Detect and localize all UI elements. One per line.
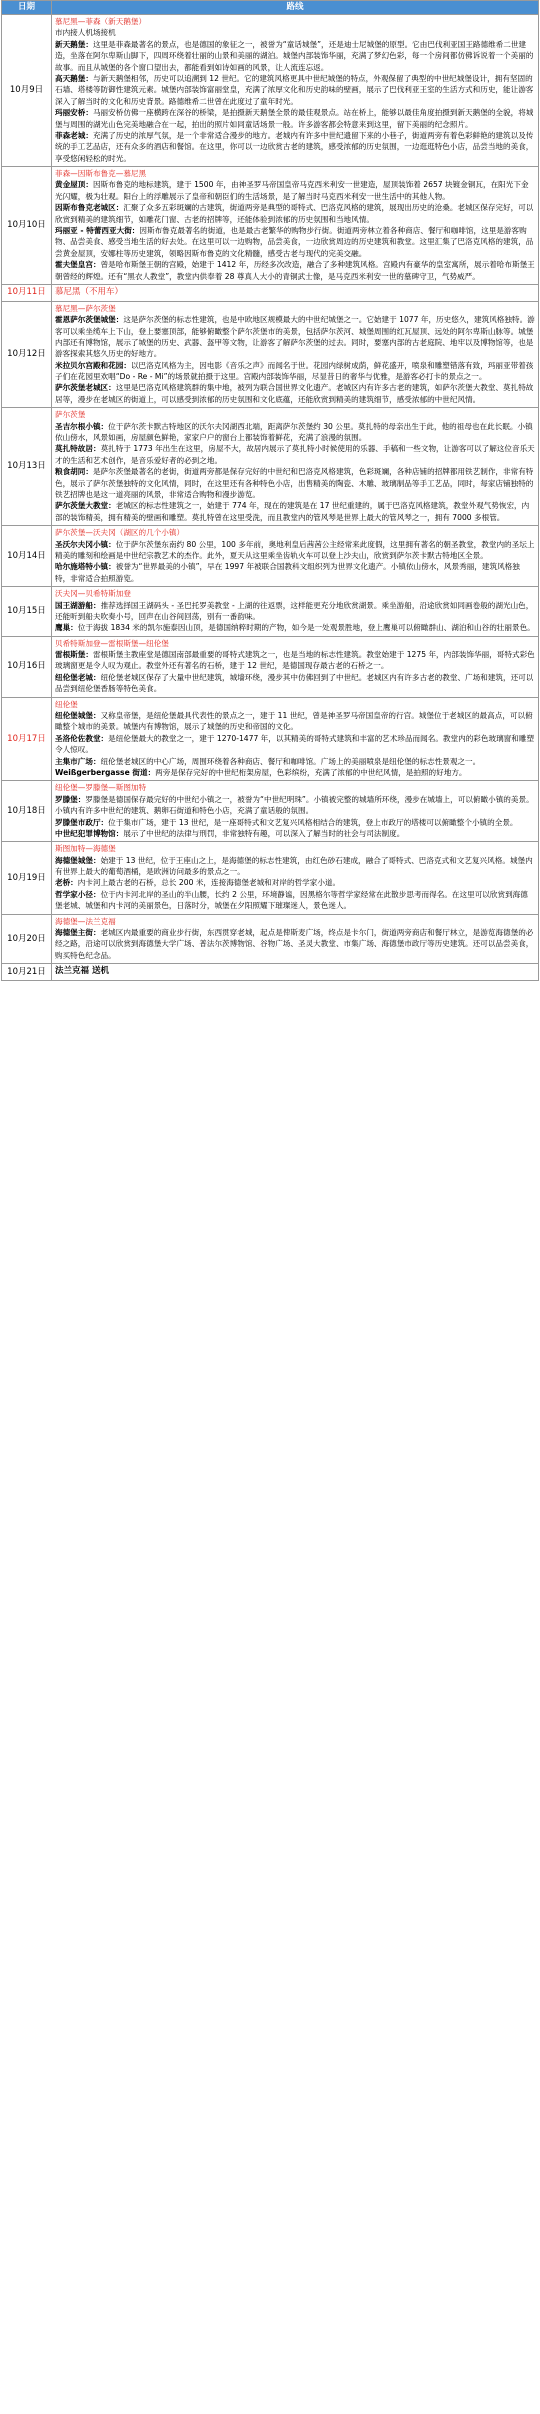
- attraction-paragraph: [55, 179, 535, 202]
- day-route-title: 海德堡—法兰克福: [55, 916, 116, 926]
- attraction-name: 高天鹅堡：: [55, 73, 93, 83]
- attraction-description: 这里是巴洛克风格建筑群的集中地，被列为联合国世界文化遗产。老城区内有许多古老的建筑，如萨尔茨堡大教堂、莫扎特故居等，漫步在老城区的街道上，可以感受到浓郁的历史氛围和文化底蕴，还能欣赏到精美的建筑细节，感受浓郁的中世纪风情。: [55, 383, 534, 404]
- day-date: 10月11日: [2, 284, 52, 301]
- attraction-description: 又称皇帝堡，是纽伦堡最具代表性的景点之一，建于 11 世纪，曾是神圣罗马帝国皇帝的行宫。城堡位于老城区的最高点，可以俯瞰整个城市的美景。城堡内有博物馆，展示了城堡的历史和帝国的文化。: [55, 711, 533, 732]
- attraction-name: 老桥：: [55, 878, 78, 888]
- day-route-title: 萨尔茨堡—沃夫冈（湖区的几个小镇）: [55, 528, 185, 538]
- attraction-name: 纽伦堡城堡：: [55, 711, 101, 721]
- attraction-paragraph: [55, 756, 535, 767]
- attraction-description: 内卡河上最古老的石桥，总长 200 米，连接海德堡老城和对岸的哲学家小道。: [77, 878, 341, 888]
- attraction-name: 中世纪犯罪博物馆：: [55, 828, 124, 838]
- day-date: 10月9日: [2, 15, 52, 167]
- attraction-paragraph: [55, 794, 535, 817]
- attraction-paragraph: [55, 39, 535, 73]
- day-date: 10月19日: [2, 842, 52, 914]
- attraction-description: 展示了中世纪的法律与刑罚，非常独特有趣，可以深入了解当时的社会与司法制度。: [123, 828, 405, 838]
- itinerary-row: [2, 697, 539, 781]
- attraction-paragraph: [55, 202, 535, 225]
- itinerary-row: [2, 408, 539, 526]
- attraction-paragraph: [55, 877, 535, 888]
- attraction-name: 哈尔施塔特小镇：: [55, 562, 116, 572]
- attraction-paragraph: [55, 107, 535, 130]
- attraction-description: 与新天鹅堡相邻，历史可以追溯到 12 世纪。它的建筑风格更具中世纪城堡的特点，外观保留了典型的中世纪城堡设计，拥有坚固的石墙、塔楼等防御性建筑元素。城堡内部装饰富丽堂皇，充满了浓厚文化和历史韵味的壁画，展示了巴伐利亚王室的生活方式和历史，能让游客深入了解当时的文化和历史背景。路德维希二世曾在此度过了童年时光。: [55, 73, 534, 106]
- attraction-description: 是萨尔茨堡最著名的老街，街道两旁都是保存完好的中世纪和巴洛克风格建筑，色彩斑斓，各种店铺的招牌都用铁艺制作，非常有特色，展示了萨尔茨堡独特的文化风情，同时，在这里还有各种特色小店，出售精美的陶瓷、木雕、玻璃制品等手工艺品，同时，每家店铺独特的铁艺招牌也是这一道亮丽的风景，非常适合购物和漫步游览。: [55, 467, 534, 499]
- day-route: [52, 914, 539, 964]
- day-route: [52, 636, 539, 697]
- attraction-description: 罗滕堡是德国保存最完好的中世纪小镇之一，被誉为“中世纪明珠”。小镇被完整的城墙所环绕，漫步在城墙上，可以俯瞰小镇的美景。小镇内有许多中世纪的建筑、鹅卵石街道和特色小店，充满了童话般的氛围。: [55, 794, 534, 816]
- attraction-name: 霍夫堡皇宫：: [55, 260, 101, 270]
- attraction-paragraph: [55, 27, 535, 38]
- day-date: 10月18日: [2, 781, 52, 842]
- attraction-description: 汇聚了众多五彩斑斓的古建筑，街道两旁是典型的哥特式、巴洛克风格的建筑，展现出历史的沧桑。老城区保存完好，可以欣赏到精美的建筑细节，如雕花门窗、古老的招牌等，还能体验到浓郁的历史氛围和当地风情。: [55, 203, 534, 224]
- attraction-name: 新天鹅堡：: [55, 39, 93, 49]
- itinerary-row: [2, 781, 539, 842]
- day-route-title: 菲森—因斯布鲁克—慕尼黑: [55, 169, 147, 179]
- attraction-description: 位于内卡河北岸的圣山的半山腰，长约 2 公里，环境静谧，因黑格尔等哲学家经常在此散步思考而得名。在这里可以欣赏到海德堡老城、城堡和内卡河的美丽景色，日落时分，城堡在夕阳照耀下璀璨迷人，景色迷人。: [55, 889, 528, 911]
- attraction-name: 玛丽安桥：: [55, 108, 93, 118]
- day-date: 10月15日: [2, 587, 52, 637]
- attraction-paragraph: [55, 889, 535, 912]
- attraction-paragraph: [55, 561, 535, 584]
- itinerary-row: [2, 284, 539, 301]
- itinerary-row: [2, 167, 539, 285]
- day-route: [52, 781, 539, 842]
- attraction-name: 粮食胡同：: [55, 467, 93, 477]
- attraction-description: 是纽伦堡最大的教堂之一，建于 1270-1477 年，以其精美的哥特式建筑和丰富的艺术珍品而闻名。教堂内的彩色玻璃窗和雕塑令人惊叹。: [55, 733, 535, 755]
- table-header-row: [2, 1, 539, 15]
- attraction-paragraph: [55, 927, 535, 961]
- day-route: [52, 526, 539, 587]
- attraction-description: 位于集市广场，建于 13 世纪，是一座哥特式和文艺复兴风格相结合的建筑，登上市政厅的塔楼可以俯瞰整个小镇的全景。: [108, 817, 518, 827]
- itinerary-row: [2, 636, 539, 697]
- attraction-description: 两旁是保存完好的中世纪桁架房屋，色彩缤纷，充满了浓郁的中世纪风情，是拍照的好地方。: [155, 767, 467, 777]
- attraction-paragraph: [55, 466, 535, 500]
- itinerary-table: [1, 0, 539, 981]
- attraction-description: 以巴洛克风格为主，因电影《音乐之声》而闻名于世。花园内绿树成荫，鲜花盛开，喷泉和雕塑错落有致，玛丽亚带着孩子们在花园里欢唱“Do - Re - Mi”的场景就拍摄于这里。宫殿内部装饰华丽，尽显昔日的奢华与优雅，是游客必打卡的景点之一。: [55, 360, 534, 382]
- attraction-name: 哲学家小径：: [55, 889, 101, 899]
- itinerary-row: [2, 842, 539, 914]
- day-date: 10月16日: [2, 636, 52, 697]
- attraction-paragraph: [55, 421, 535, 444]
- itinerary-row: [2, 914, 539, 964]
- attraction-paragraph: [55, 817, 535, 828]
- day-route: [52, 842, 539, 914]
- attraction-paragraph: [55, 225, 535, 259]
- attraction-paragraph: [55, 828, 535, 839]
- day-date: 10月10日: [2, 167, 52, 285]
- attraction-name: 因斯布鲁克老城区：: [55, 203, 124, 213]
- day-route: [52, 284, 539, 301]
- attraction-paragraph: [55, 672, 535, 695]
- attraction-name: 圣吉尔根小镇：: [55, 421, 109, 431]
- attraction-name: 米拉贝尔宫殿和花园：: [55, 360, 131, 370]
- attraction-description: 老城区的标志性建筑之一，始建于 774 年，现在的建筑是在 17 世纪重建的，属于巴洛克风格建筑，教堂外观气势恢宏，内部的装饰精美，拥有精美的壁画和雕塑。莫扎特曾在这里受洗，而且教堂内的管风琴是世界上最大的管风琴之一，拥有 7000 多根管。: [55, 501, 530, 522]
- day-route-title: 纽伦堡—罗滕堡—斯图加特: [55, 783, 147, 793]
- attraction-paragraph: [55, 382, 535, 405]
- attraction-paragraph: [55, 500, 535, 523]
- attraction-paragraph: [55, 539, 535, 562]
- day-route: [52, 15, 539, 167]
- itinerary-row: [2, 587, 539, 637]
- attraction-name: 海德堡主街：: [55, 928, 101, 938]
- date-column-header: 日期: [2, 1, 52, 15]
- attraction-description: 这里是菲森最著名的景点，也是德国的象征之一，被誉为“童话城堡”，还是迪士尼城堡的原型。它由巴伐利亚国王路德维希二世建造，坐落在阿尔卑斯山脚下，四周环绕着壮丽的山景和美丽的湖泊。城堡内部装饰华丽，充满了梦幻色彩，每一个房间都仿佛诉说着一个美丽的故事。而且从城堡的各个窗口望出去，都能看到如诗如画的风景，让人流连忘返。: [55, 39, 534, 72]
- attraction-name: 黄金屋顶：: [55, 180, 93, 190]
- attraction-paragraph: [55, 733, 535, 756]
- attraction-paragraph: [55, 855, 535, 878]
- attraction-name: 国王湖游船：: [55, 600, 101, 610]
- attraction-description: 充满了历史的浓厚气氛，是一个非常适合漫步的地方。老城内有许多中世纪遗留下来的小巷子，街道两旁有着色彩鲜艳的建筑以及传统的手工艺品店，还有众多的酒店和餐馆。在这里，你可以一边欣赏古老的建筑，感受浓郁的历史氛围，一边逛逛特色小店，品尝当地的美食，享受悠闲轻松的时光。: [55, 130, 534, 163]
- attraction-description: 位于萨尔茨堡东南约 80 公里，100 多年前，奥地利皇后茜茜公主经常来此度假，这里拥有著名的朝圣教堂，教堂内的圣坛上精美的雕刻和绘画是中世纪宗教艺术的杰作。此外，夏天从这里乘坐齿轨火车可以登上沙夫山，欣赏到萨尔茨卡默古特地区全景。: [55, 539, 535, 560]
- day-route-title: 纽伦堡: [55, 699, 78, 709]
- route-column-header: 路线: [52, 1, 539, 15]
- itinerary-row: [2, 964, 539, 981]
- attraction-paragraph: [55, 443, 535, 466]
- attraction-description: 推荐选择国王湖码头 - 圣巴托罗美教堂 - 上湖的往返票，这样能更充分地欣赏湖景。乘坐游船，沿途欣赏如同画卷般的湖光山色，还能听到船夫吹奏小号，回声在山谷间回荡，别有一番韵味。: [55, 600, 534, 621]
- attraction-description: 这是萨尔茨堡的标志性建筑，也是中欧地区规模最大的中世纪城堡之一。它始建于 1077 年，历史悠久，建筑风格独特。游客可以乘坐缆车上下山，登上要塞顶部，能够俯瞰整个萨尔茨堡市的美景，包括萨尔茨河、城堡周围的红瓦屋顶、远处的阿尔卑斯山脉等。城堡内部还有博物馆，展示了城堡的历史、武器、盔甲等文物，让游客了解萨尔茨堡的过去。同时，要塞内部的古老庭院、地牢以及博物馆等，也是游客探索其悠久历史的好地方。: [55, 315, 535, 359]
- attraction-description: 因斯布鲁克的地标建筑，建于 1500 年，由神圣罗马帝国皇帝马克西米利安一世建造，屋顶装饰着 2657 块镀金铜瓦，在阳光下金光闪耀，极为壮观。阳台上的浮雕展示了皇帝和朝臣们的生活场景，是了解当时马克西米利安一世生活中的其他人物。: [55, 180, 529, 201]
- attraction-description: 市内接人机场接机: [55, 28, 116, 38]
- itinerary-body: [2, 15, 539, 981]
- attraction-name: 菲森老城：: [55, 130, 93, 140]
- attraction-description: 莫扎特于 1773 年出生在这里，房屋不大，故居内展示了莫扎特小时候使用的乐器、手稿和一些文物，让游客可以了解这位音乐天才的生活和艺术创作，是音乐爱好者的必到之地。: [55, 444, 535, 465]
- attraction-name: 玛丽亚 - 特蕾西亚大街：: [55, 226, 140, 236]
- attraction-name: 圣洛伦佐教堂：: [55, 733, 109, 743]
- attraction-name: 雷根斯堡：: [55, 650, 93, 660]
- day-route-title: 法兰克福 送机: [55, 966, 109, 977]
- attraction-description: 始建于 13 世纪，位于王座山之上，是海德堡的标志性建筑，由红色砂石建成，融合了哥特式、巴洛克式和文艺复兴风格。城堡内有世界上最大的葡萄酒桶，是欧洲访问最多的景点之一。: [55, 855, 533, 877]
- attraction-name: 纽伦堡老城：: [55, 672, 101, 682]
- day-route: [52, 167, 539, 285]
- attraction-description: 位于海拔 1834 米的凯尔施泰因山顶，是德国纳粹时期的产物，如今是一处观景胜地，登上鹰巢可以俯瞰群山、湖泊和山谷的壮丽景色。: [77, 623, 535, 633]
- day-date: 10月21日: [2, 964, 52, 981]
- day-route: [52, 964, 539, 981]
- day-route-title: 贝希特斯加登—雷根斯堡—纽伦堡: [55, 638, 169, 648]
- attraction-name: 霍恩萨尔茨堡城堡：: [55, 315, 124, 325]
- attraction-description: 位于萨尔茨卡默古特地区的沃尔夫冈湖西北端，距离萨尔茨堡约 30 公里。莫扎特的母亲出生于此，他的祖母也在此长眠。小镇依山傍水，风景如画，房屋颜色鲜艳，家家户户的窗台上都装饰着鲜花，充满了浪漫的氛围。: [55, 421, 533, 443]
- attraction-name: 莫扎特故居：: [55, 444, 101, 454]
- day-date: 10月14日: [2, 526, 52, 587]
- attraction-paragraph: [55, 259, 535, 282]
- attraction-name: 萨尔茨堡大教堂：: [55, 501, 116, 511]
- attraction-description: 马丽安桥仿佛一座横跨在深谷的桥梁，是拍摄新天鹅堡全景的最佳观景点。站在桥上，能够以最佳角度拍摄到新天鹅堡的全貌，将城堡与周围的湖光山色完美地融合在一起，拍出的照片如同童话场景一般。许多游客都会特意来到这里，留下美丽的纪念照片。: [55, 108, 534, 129]
- attraction-name: 圣沃尔夫冈小镇：: [55, 539, 116, 549]
- day-route-title: 慕尼黑—萨尔茨堡: [55, 303, 116, 313]
- attraction-name: Weißgerbergasse 街道：: [55, 767, 156, 777]
- attraction-name: 海德堡城堡：: [55, 855, 101, 865]
- attraction-paragraph: [55, 314, 535, 360]
- day-date: 10月17日: [2, 697, 52, 781]
- day-route-title: 沃夫冈—贝希特斯加登: [55, 589, 131, 599]
- attraction-paragraph: [55, 767, 535, 778]
- attraction-paragraph: [55, 130, 535, 164]
- day-route-title: 慕尼黑（不用车）: [55, 286, 124, 297]
- day-date: 10月13日: [2, 408, 52, 526]
- attraction-description: 老城区内最重要的商业步行街，东西贯穿老城，起点是俾斯麦广场，终点是卡尔门，街道两旁商店和餐厅林立，是游览海德堡的必经之路，沿途可以欣赏到海德堡大学广场、普法尔茨博物馆、谷物广场、圣灵大教堂、市集广场、海德堡市政厅等历史建筑。还可以品尝美食，购买特色纪念品。: [55, 928, 534, 960]
- itinerary-row: [2, 526, 539, 587]
- day-route: [52, 587, 539, 637]
- day-route: [52, 697, 539, 781]
- attraction-name: 鹰巢：: [55, 623, 78, 633]
- day-route-title: 斯图加特—海德堡: [55, 844, 116, 854]
- attraction-description: 曾是哈布斯堡王朝的宫殿，始建于 1412 年，历经多次改造，融合了多种建筑风格。宫殿内有豪华的皇室寓所，展示着哈布斯堡王朝曾经的辉煌。还有“黑衣人教堂”，教堂内供奉着 28 尊真人大小的青铜武士像，是马克西米利安一世的墓碑守卫，气势威严。: [55, 260, 535, 281]
- attraction-paragraph: [55, 360, 535, 383]
- attraction-description: 纽伦堡老城区保存了大量中世纪建筑，城墙环绕，漫步其中仿佛回到了中世纪。老城区内有许多古老的教堂、广场和建筑，还可以品尝到纽伦堡香肠等特色美食。: [55, 672, 534, 694]
- day-route-title: 慕尼黑—菲森（新天鹅堡）: [55, 17, 147, 26]
- itinerary-row: [2, 15, 539, 167]
- attraction-name: 主集市广场：: [55, 756, 101, 766]
- attraction-paragraph: [55, 600, 535, 623]
- attraction-description: 雷根斯堡主教座堂是德国南部最重要的哥特式建筑之一，也是当地的标志性建筑。教堂始建于 1275 年，内部装饰华丽，哥特式彩色玻璃窗更是令人叹为观止。教堂外还有著名的石桥，建于 12 世纪，是德国现存最古老的石桥之一。: [55, 650, 535, 671]
- attraction-name: 萨尔茨堡老城区：: [55, 383, 116, 393]
- attraction-description: 纽伦堡老城区的中心广场，周围环绕着各种商店、餐厅和咖啡馆。广场上的美丽喷泉是纽伦堡的标志性景观之一。: [100, 756, 481, 766]
- attraction-name: 罗滕堡：: [55, 794, 86, 804]
- day-date: 10月20日: [2, 914, 52, 964]
- day-route: [52, 301, 539, 408]
- day-route: [52, 408, 539, 526]
- day-route-title: 萨尔茨堡: [55, 410, 86, 420]
- attraction-description: 被誉为“世界最美的小镇”，早在 1997 年被联合国教科文组织列为世界文化遗产。小镇依山傍水，风景秀丽，建筑风格独特，非常适合拍照游览。: [55, 562, 520, 583]
- attraction-paragraph: [55, 710, 535, 733]
- itinerary-row: [2, 301, 539, 408]
- day-date: 10月12日: [2, 301, 52, 408]
- attraction-paragraph: [55, 649, 535, 672]
- attraction-paragraph: [55, 73, 535, 107]
- attraction-name: 罗滕堡市政厅：: [55, 817, 109, 827]
- attraction-description: 因斯布鲁克最著名的街道，也是最古老繁华的购物步行街。街道两旁林立着各种商店、餐厅和咖啡馆，这里是游客购物、品尝美食、感受当地生活的好去处。在这里可以一边购物，品尝美食，一边欣赏周边的历史建筑和教堂。这里汇集了巴洛克风格的建筑，品尝黄金屋顶，安娜柱等历史建筑，领略因斯布鲁克的文化精髓，感受古老与现代的完美交融。: [55, 226, 534, 258]
- attraction-paragraph: [55, 622, 535, 633]
